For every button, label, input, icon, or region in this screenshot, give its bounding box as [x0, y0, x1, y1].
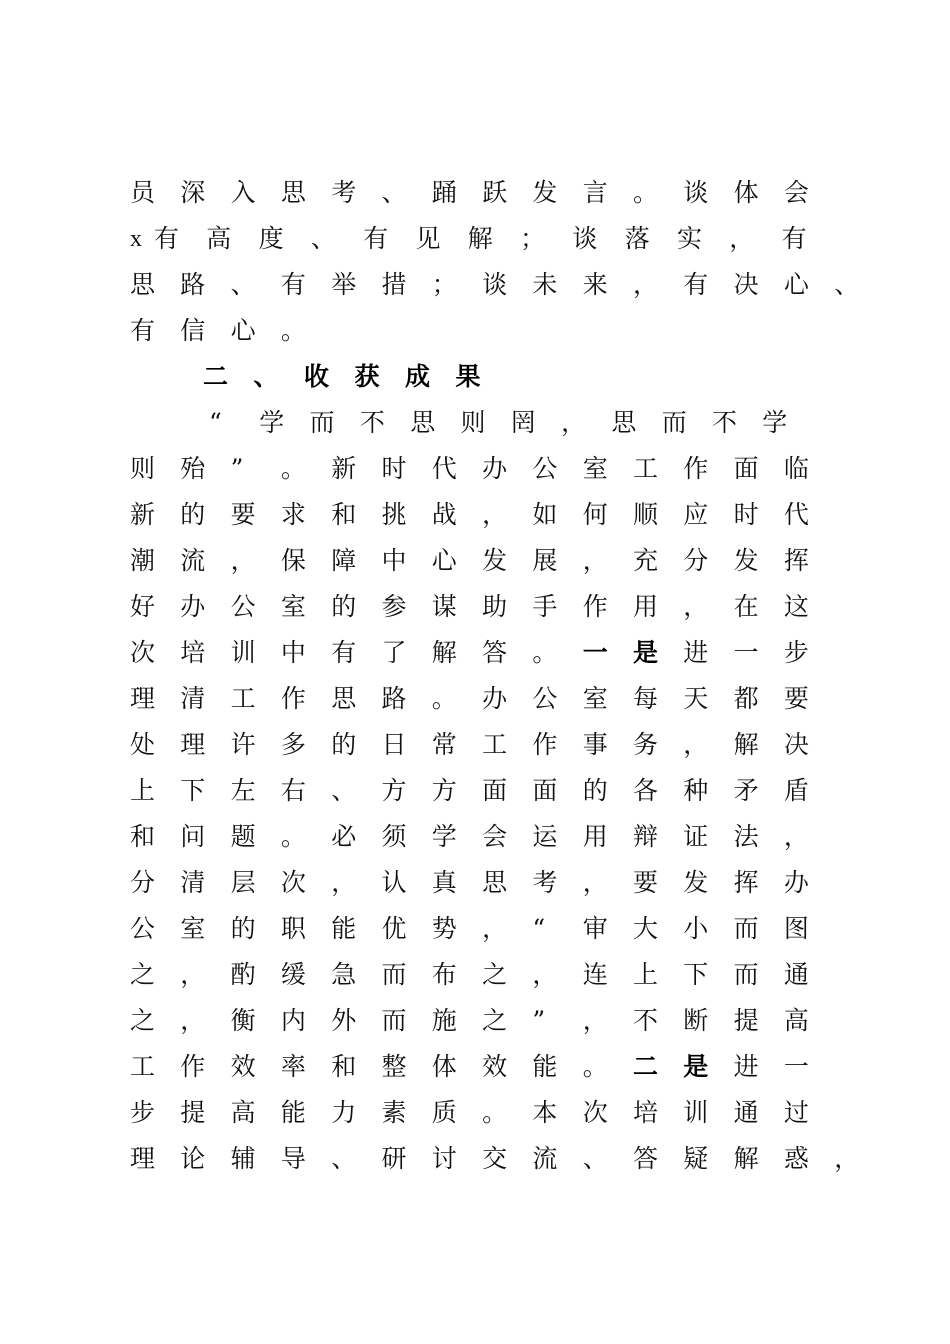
text-line — [0, 868, 950, 908]
text-line — [0, 592, 950, 632]
text-line — [0, 1006, 950, 1046]
line-text: 新 的 要 求 和 挑 战 ， 如 何 顺 应 时 代 — [130, 500, 809, 529]
text-line — [0, 776, 950, 816]
line-text: 潮 流 ， 保 障 中 心 发 展 ， 充 分 发 挥 — [130, 546, 809, 575]
line-text: 则 殆 ” 。 新 时 代 办 公 室 工 作 面 临 — [130, 454, 809, 483]
text-line — [0, 684, 950, 724]
line-text: 好 办 公 室 的 参 谋 助 手 作 用 ， 在 这 — [130, 592, 809, 621]
heading-text: 二 、 收 获 成 果 — [203, 362, 481, 391]
line-text: 有 信 心 。 — [130, 316, 306, 345]
text-line — [0, 224, 950, 264]
line-text: 分 清 层 次 ， 认 真 思 考 ， 要 发 挥 办 — [130, 868, 809, 897]
text-line — [0, 454, 950, 494]
line-text: 理 论 辅 导 、 研 讨 交 流 、 答 疑 解 惑 ， — [130, 1144, 860, 1173]
text-line — [0, 914, 950, 954]
text-line — [0, 270, 950, 310]
text-line — [0, 316, 950, 356]
line-text: 进 一 — [733, 1052, 809, 1081]
text-line — [0, 638, 950, 678]
line-text: 工 作 效 率 和 整 体 效 能 。 — [130, 1052, 608, 1081]
line-text: 步 提 高 能 力 素 质 。 本 次 培 训 通 过 — [130, 1098, 809, 1127]
text-line — [0, 730, 950, 770]
text-line — [0, 1052, 950, 1092]
line-text: x 有 高 度 、 有 见 解 ； 谈 落 实 ， 有 — [130, 224, 807, 253]
text-line — [0, 1144, 950, 1184]
emphasis-text: 二 是 — [633, 1052, 709, 1081]
section-heading — [0, 362, 950, 402]
text-line — [0, 960, 950, 1000]
line-text: 思 路 、 有 举 措 ； 谈 未 来 ， 有 决 心 、 — [130, 270, 860, 299]
line-text: “ 学 而 不 思 则 罔 ， 思 而 不 学 — [209, 408, 788, 437]
line-text: 次 培 训 中 有 了 解 答 。 — [130, 638, 558, 667]
line-text: 之 ， 酌 缓 急 而 布 之 ， 连 上 下 而 通 — [130, 960, 809, 989]
text-line — [0, 408, 950, 448]
line-text: 进 一 步 — [683, 638, 809, 667]
line-text: 上 下 左 右 、 方 方 面 面 的 各 种 矛 盾 — [130, 776, 809, 805]
text-line — [0, 1098, 950, 1138]
text-line — [0, 822, 950, 862]
text-line — [0, 178, 950, 218]
text-line — [0, 546, 950, 586]
line-text: 和 问 题 。 必 须 学 会 运 用 辩 证 法 ， — [130, 822, 809, 851]
line-text: 员 深 入 思 考 、 踊 跃 发 言 。 谈 体 会 — [130, 178, 809, 207]
line-text: 之 ， 衡 内 外 而 施 之 ” ， 不 断 提 高 — [130, 1006, 809, 1035]
line-text: 公 室 的 职 能 优 势 ， “ 审 大 小 而 图 — [130, 914, 809, 943]
line-text: 理 清 工 作 思 路 。 办 公 室 每 天 都 要 — [130, 684, 809, 713]
text-line — [0, 500, 950, 540]
emphasis-text: 一 是 — [582, 638, 659, 667]
line-text: 处 理 许 多 的 日 常 工 作 事 务 ， 解 决 — [130, 730, 809, 759]
